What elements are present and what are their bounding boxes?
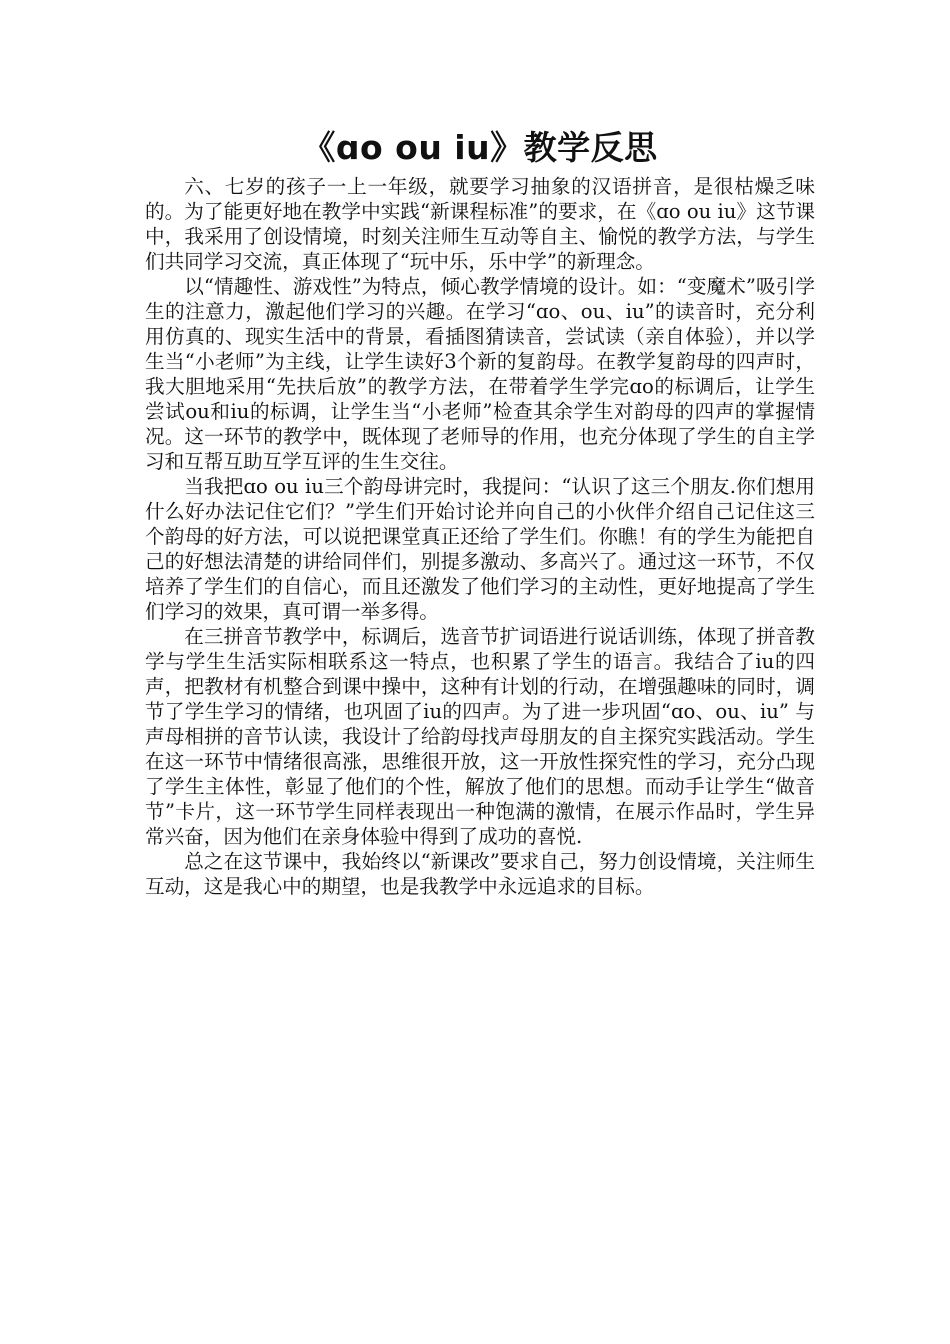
- paragraph-5: 总之在这节课中，我始终以“新课改”要求自己，努力创设情境，关注师生互动，这是我心中的期望，也是我教学中永远追求的目标。: [145, 850, 815, 898]
- paragraph-1: 六、七岁的孩子一上一年级，就要学习抽象的汉语拼音，是很枯燥乏味的。为了能更好地在教学中实践“新课程标准”的要求，在《ɑo ou iu》这节课中，我采用了创设情境，时刻关注师生互动等自主、愉悦的教学方法，与学生们共同学习交流，真正体现了“玩中乐，乐中学”的新理念。: [145, 175, 815, 273]
- paragraph-3: 当我把ɑo ou iu三个韵母讲完时，我提问：“认识了这三个朋友.你们想用什么好办法记住它们？”学生们开始讨论并向自己的小伙伴介绍自己记住这三个韵母的好方法，可以说把课堂真正还给了学生们。你瞧！有的学生为能把自己的好想法清楚的讲给同伴们，别提多激动、多高兴了。通过这一环节，不仅培养了学生们的自信心，而且还激发了他们学习的主动性，更好地提高了学生们学习的效果，真可谓一举多得。: [145, 475, 815, 623]
- document-body: [145, 174, 815, 899]
- paragraph-2: 以“情趣性、游戏性”为特点，倾心教学情境的设计。如：“变魔术”吸引学生的注意力，激起他们学习的兴趣。在学习“ɑo、ou、iu”的读音时，充分利用仿真的、现实生活中的背景，看插图猜读音，尝试读（亲自体验），并以学生当“小老师”为主线，让学生读好3个新的复韵母。在教学复韵母的四声时，我大胆地采用“先扶后放”的教学方法，在带着学生学完ɑo的标调后，让学生尝试ou和iu的标调，让学生当“小老师”检查其余学生对韵母的四声的掌握情况。这一环节的教学中，既体现了老师导的作用，也充分体现了学生的自主学习和互帮互助互学互评的生生交往。: [145, 275, 815, 473]
- document-title: 《ɑo ou iu》教学反思: [302, 128, 658, 167]
- paragraph-4: 在三拼音节教学中，标调后，选音节扩词语进行说话训练，体现了拼音教学与学生生活实际相联系这一特点，也积累了学生的语言。我结合了iu的四声，把教材有机整合到课中操中，这种有计划的行动，在增强趣味的同时，调节了学生学习的情绪，也巩固了iu的四声。为了进一步巩固“ɑo、ou、iu” 与声母相拼的音节认读，我设计了给韵母找声母朋友的自主探究实践活动。学生在这一环节中情绪很高涨，思维很开放，这一开放性探究性的学习，充分凸现了学生主体性，彰显了他们的个性，解放了他们的思想。而动手让学生“做音节”卡片，这一环节学生同样表现出一种饱满的激情，在展示作品时，学生异常兴奋，因为他们在亲身体验中得到了成功的喜悦.: [145, 625, 815, 848]
- document-page: [145, 122, 815, 899]
